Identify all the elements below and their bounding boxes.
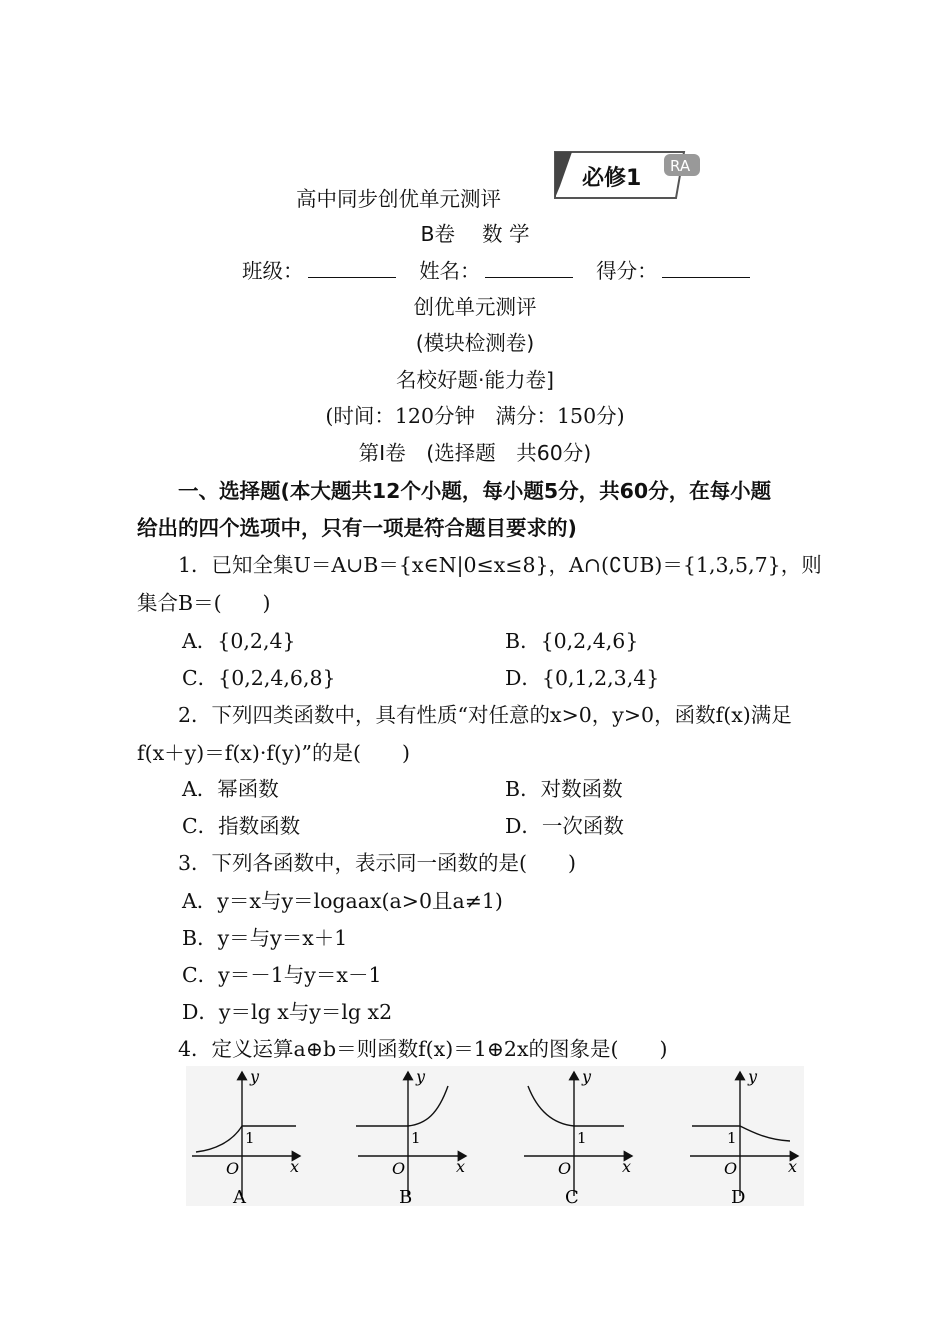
badge-text: 必修1 [582, 166, 642, 191]
q1-stem-line2: 集合B＝( ) [137, 591, 271, 615]
svg-text:1: 1 [245, 1129, 255, 1147]
class-field[interactable] [308, 259, 396, 278]
q1-option-d[interactable]: D．{0,1,2,3,4} [505, 666, 660, 690]
graph-label-c: C [565, 1187, 579, 1206]
svg-text:y: y [582, 1067, 592, 1086]
q1-stem-line1: 1．已知全集U＝A∪B＝{x∈N|0≤x≤8}，A∩(∁UB)＝{1,3,5,7}，则 [178, 553, 822, 577]
graph-label-b: B [399, 1187, 413, 1206]
q3-option-c[interactable]: C．y＝－1与y＝x－1 [182, 963, 382, 987]
q4-graph-options [186, 1066, 804, 1206]
volume-subject: B卷 数 学 [420, 222, 530, 246]
series-title: 高中同步创优单元测评 [296, 187, 501, 211]
q4-stem: 4．定义运算a⊕b＝则函数f(x)＝1⊕2x的图象是( ) [178, 1037, 668, 1061]
section-instruction-line2: 给出的四个选项中，只有一项是符合题目要求的) [137, 516, 577, 540]
q1-option-c[interactable]: C．{0,2,4,6,8} [182, 666, 336, 690]
module-title: (模块检测卷) [415, 331, 535, 355]
part-title: 第Ⅰ卷 (选择题 共60分) [358, 441, 592, 465]
svg-text:O: O [724, 1159, 738, 1178]
svg-text:y: y [748, 1067, 758, 1086]
name-label: 姓名： [419, 259, 481, 283]
svg-text:x: x [788, 1157, 798, 1176]
q2-option-c[interactable]: C．指数函数 [182, 814, 301, 838]
svg-text:1: 1 [727, 1129, 737, 1147]
time-line: (时间：120分钟 满分：150分) [325, 404, 625, 428]
svg-text:y: y [250, 1067, 260, 1086]
student-info-row [242, 258, 754, 284]
q3-stem: 3．下列各函数中，表示同一函数的是( ) [178, 851, 577, 875]
q2-option-d[interactable]: D．一次函数 [505, 814, 624, 838]
svg-text:x: x [456, 1157, 466, 1176]
q2-stem-line1: 2．下列四类函数中，具有性质“对任意的x>0，y>0，函数f(x)满足 [178, 703, 792, 727]
score-field[interactable] [662, 259, 750, 278]
q2-option-b[interactable]: B．对数函数 [505, 777, 623, 801]
svg-text:x: x [290, 1157, 300, 1176]
badge-tag: RA [670, 157, 691, 175]
section-instruction-line1: 一、选择题(本大题共12个小题，每小题5分，共60分，在每小题 [178, 479, 772, 503]
svg-text:x: x [622, 1157, 632, 1176]
q2-stem-line2: f(x＋y)＝f(x)·f(y)”的是( ) [137, 741, 411, 765]
sub-title: 创优单元测评 [413, 295, 537, 319]
graph-strip-bg [186, 1066, 804, 1206]
svg-text:1: 1 [411, 1129, 421, 1147]
svg-text:O: O [392, 1159, 406, 1178]
q3-option-d[interactable]: D．y＝lg x与y＝lg x2 [182, 1000, 393, 1024]
svg-text:y: y [416, 1067, 426, 1086]
school-title: 名校好题·能力卷] [395, 368, 554, 392]
name-field[interactable] [485, 259, 573, 278]
class-label: 班级： [242, 259, 304, 283]
svg-text:1: 1 [577, 1129, 587, 1147]
score-label: 得分： [596, 259, 658, 283]
q3-option-a[interactable]: A．y＝x与y＝logaax(a>0且a≠1) [182, 889, 503, 913]
svg-text:O: O [226, 1159, 240, 1178]
q1-option-a[interactable]: A．{0,2,4} [182, 629, 296, 653]
svg-text:O: O [558, 1159, 572, 1178]
graph-label-d: D [731, 1187, 746, 1206]
graph-label-a: A [233, 1187, 246, 1206]
course-badge [552, 150, 702, 202]
q1-option-b[interactable]: B．{0,2,4,6} [505, 629, 639, 653]
q3-option-b[interactable]: B．y＝与y＝x＋1 [182, 926, 348, 950]
q2-option-a[interactable]: A．幂函数 [182, 777, 279, 801]
